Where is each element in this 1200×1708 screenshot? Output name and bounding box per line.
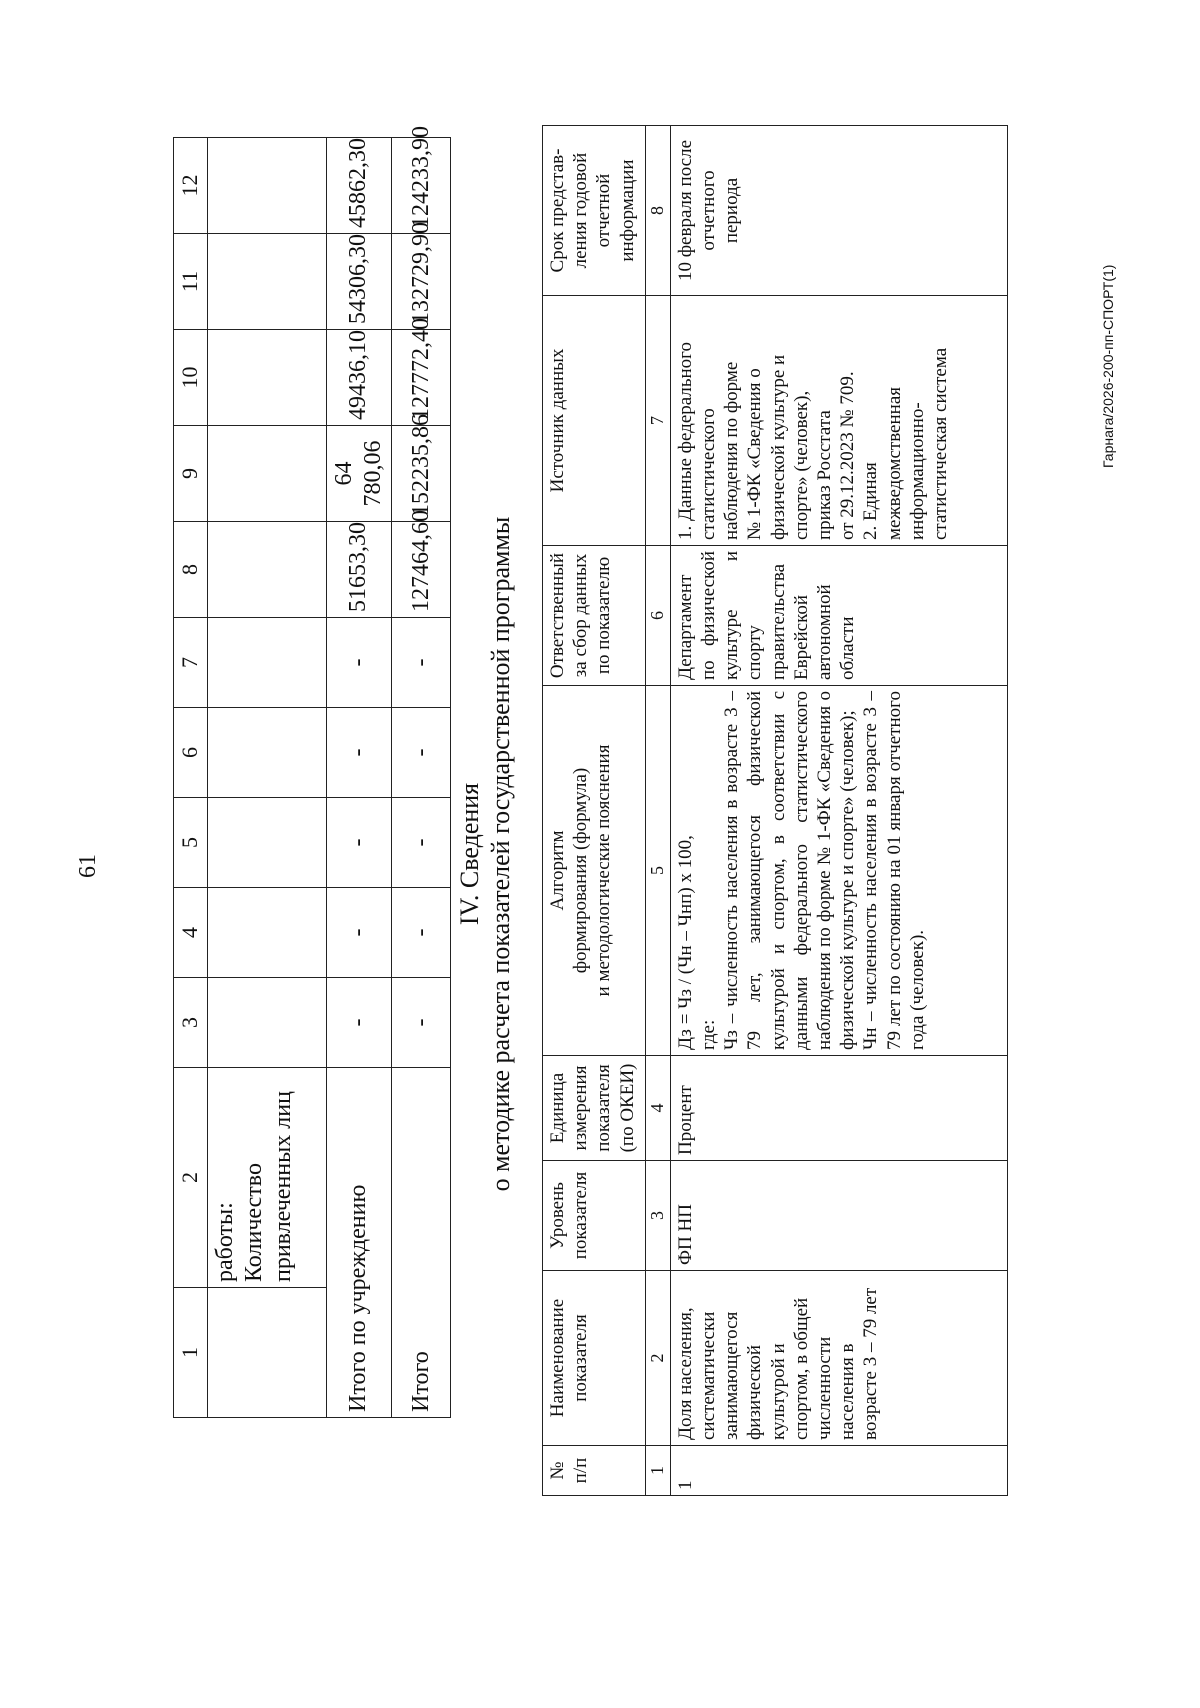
value-cell: - [326,888,392,978]
col-number: 3 [646,1161,671,1271]
section-subtitle: о методике расчета показателей государственной программы [486,516,515,1192]
value-cell [207,234,326,330]
column-number: 8 [174,522,208,618]
value-cell: - [326,798,392,888]
value-cell: 49436,10 [326,330,392,426]
value-cell: 54306,30 [326,234,392,330]
value-cell: - [392,618,451,708]
row-label: работы: Количество привлеченных лиц [207,1068,326,1288]
header-algorithm: Алгоритм формирования (формула) и методологические пояснения [543,686,646,1056]
value-cell [207,618,326,708]
value-cell [207,798,326,888]
financing-row [326,138,392,1418]
column-number: 1 [174,1288,208,1418]
financing-header-row [174,138,208,1418]
methodology-header-row [543,126,646,1496]
document-footer: Гарнага/2026-200-пп-СПОРТ(1) [1100,264,1116,468]
value-cell: 152235,86 [392,426,451,522]
methodology-row [670,126,1007,1496]
value-cell: - [392,798,451,888]
row-label: Итого [392,1068,451,1418]
indicator-unit: Процент [670,1056,1007,1161]
value-cell [207,138,326,234]
header-unit: Единица измерения показателя (по ОКЕИ) [543,1056,646,1161]
financing-row [207,138,326,1418]
header-name: Наименование показателя [543,1271,646,1446]
value-cell: 127464,60 [392,522,451,618]
column-number: 6 [174,708,208,798]
methodology-number-row [646,126,671,1496]
column-number: 4 [174,888,208,978]
column-number: 10 [174,330,208,426]
header-num: № п/п [543,1446,646,1496]
indicator-algorithm: Дз = Чз / (Чн – Чнп) x 100, где: Чз – численность населения в возрасте 3 – 79 лет, занимающегося физической культурой и спортом, в соответствии с данными федерального статистического наблюдения по форме № 1-ФК «Сведения о физической культуре и спорте» (человек); Чн – численность населения в возрасте 3 – 79 лет по состоянию на 01 января отчетного года (человек). [670,686,1007,1056]
value-cell: 127772,40 [392,330,451,426]
row-num: 1 [670,1446,1007,1496]
value-cell [207,522,326,618]
column-number: 5 [174,798,208,888]
value-cell [207,888,326,978]
indicator-source: 1. Данные федерального статистического наблюдения по форме № 1-ФК «Сведения о физической культуре и спорте» (человек), приказ Росстата от 29.12.2023 № 709. 2. Единая межведомственная информационно- статистическая система [670,296,1007,546]
value-cell [207,708,326,798]
col-number: 6 [646,546,671,686]
indicator-responsible: Департамент по физической культуре и спорту правительства Еврейской автономной области [670,546,1007,686]
value-cell: 45862,30 [326,138,392,234]
indicator-level: ФП НП [670,1161,1007,1271]
column-number: 3 [174,978,208,1068]
col-number: 1 [646,1446,671,1496]
cell-empty [207,1288,326,1418]
column-number: 9 [174,426,208,522]
col-number: 4 [646,1056,671,1161]
value-cell: 132729,90 [392,234,451,330]
indicator-name: Доля населения, систематически занимающегося физической культурой и спортом, в общей численности населения в возрасте 3 – 79 лет [670,1271,1007,1446]
column-number: 12 [174,138,208,234]
header-deadline: Срок представ- ления годовой отчетной информации [543,126,646,296]
value-cell: 124233,90 [392,138,451,234]
col-number: 5 [646,686,671,1056]
header-source: Источник данных [543,296,646,546]
row-label: Итого по учреждению [326,1068,392,1418]
value-cell: - [392,978,451,1068]
value-cell: 64 780,06 [326,426,392,522]
value-cell: - [392,708,451,798]
column-number: 2 [174,1068,208,1288]
column-number: 11 [174,234,208,330]
value-cell [207,330,326,426]
value-cell: - [326,978,392,1068]
value-cell [207,978,326,1068]
indicator-deadline: 10 февраля после отчетного периода [670,126,1007,296]
methodology-table [542,125,1008,1496]
value-cell: - [326,618,392,708]
col-number: 7 [646,296,671,546]
financing-table [173,126,451,1418]
value-cell [207,426,326,522]
col-number: 2 [646,1271,671,1446]
header-level: Уровень показателя [543,1161,646,1271]
section-title: IV. Сведения [455,782,484,926]
col-number: 8 [646,126,671,296]
value-cell: 51653,30 [326,522,392,618]
page-number: 61 [75,854,101,878]
value-cell: - [392,888,451,978]
column-number: 7 [174,618,208,708]
header-responsible: Ответственный за сбор данных по показателю [543,546,646,686]
financing-row [392,138,451,1418]
value-cell: - [326,708,392,798]
